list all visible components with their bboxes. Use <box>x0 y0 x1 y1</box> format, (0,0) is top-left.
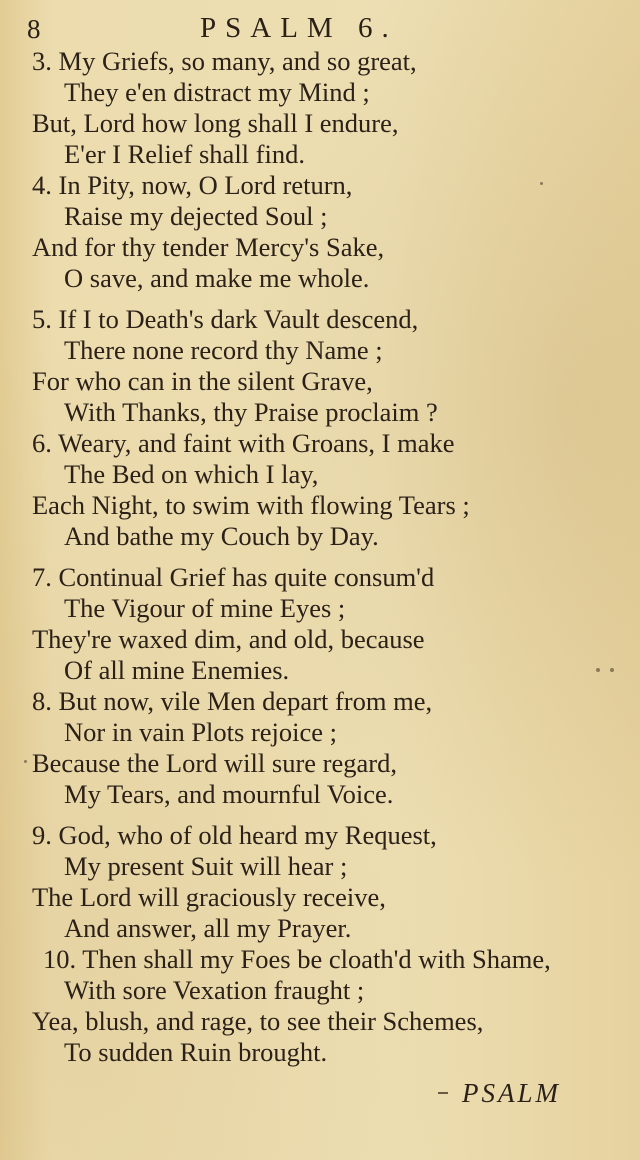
verse-line: The Lord will graciously receive, <box>32 882 386 912</box>
verse-line: Nor in vain Plots rejoice ; <box>64 717 338 747</box>
verse-line <box>0 170 640 201</box>
page-number: 8 <box>27 14 41 44</box>
stanza-9 <box>0 820 640 944</box>
verse-line <box>0 304 640 335</box>
verse-line: The Vigour of mine Eyes ; <box>64 593 346 623</box>
verse-line: E'er I Relief shall find. <box>64 139 305 169</box>
verse-line: Raise my dejected Soul ; <box>64 201 328 231</box>
verse-line: But, Lord how long shall I endure, <box>32 108 399 138</box>
verse-line: And answer, all my Prayer. <box>64 913 352 943</box>
verse-number: 7. <box>32 562 52 592</box>
verse-number: 8. <box>32 686 52 716</box>
verse-line <box>0 820 640 851</box>
verse-number: 3. <box>32 46 52 76</box>
verse-number: 9. <box>32 820 52 850</box>
stanza-5 <box>0 304 640 428</box>
ink-speck <box>24 760 27 763</box>
verse-line: Yea, blush, and rage, to see their Schemes, <box>32 1006 484 1036</box>
verse-line: My Tears, and mournful Voice. <box>64 779 394 809</box>
verse-line: Because the Lord will sure regard, <box>32 748 397 778</box>
verse-line: My present Suit will hear ; <box>64 851 348 881</box>
verse-line: Of all mine Enemies. <box>64 655 290 685</box>
verse-number: 10. <box>43 944 77 974</box>
verse-line: To sudden Ruin brought. <box>64 1037 328 1067</box>
verse-line: The Bed on which I lay, <box>64 459 319 489</box>
stanza-7 <box>0 562 640 686</box>
stanza-10 <box>0 944 640 1068</box>
verse-text: But now, vile Men depart from me, <box>58 686 433 716</box>
ink-speck <box>610 668 614 672</box>
stanza-gap <box>0 810 640 820</box>
running-head: PSALM 6. <box>200 12 398 44</box>
stanza-8 <box>0 686 640 810</box>
verse-line <box>0 46 640 77</box>
verse-text: My Griefs, so many, and so great, <box>58 46 417 76</box>
verse-line: There none record thy Name ; <box>64 335 383 365</box>
verse-number: 4. <box>32 170 52 200</box>
stanza-6 <box>0 428 640 552</box>
page-header <box>0 12 640 48</box>
verse-text: If I to Death's dark Vault descend, <box>58 304 419 334</box>
ink-speck <box>540 182 543 185</box>
verse-line: And bathe my Couch by Day. <box>64 521 379 551</box>
verse-line: With sore Vexation fraught ; <box>64 975 365 1005</box>
verse-line: O save, and make me whole. <box>64 263 370 293</box>
verse-text: Weary, and faint with Groans, I make <box>58 428 455 458</box>
catchword-dash <box>438 1092 448 1094</box>
verse-text: Then shall my Foes be cloath'd with Shame, <box>82 944 551 974</box>
verse-text: Continual Grief has quite consum'd <box>58 562 435 592</box>
verse-number: 5. <box>32 304 52 334</box>
stanza-gap <box>0 552 640 562</box>
verse-line: With Thanks, thy Praise proclaim ? <box>64 397 438 427</box>
verse-line <box>0 562 640 593</box>
verse-line <box>0 944 640 975</box>
verse-line <box>0 428 640 459</box>
verse-line <box>0 686 640 717</box>
catchword: PSALM <box>462 1078 561 1108</box>
verse-number: 6. <box>32 428 52 458</box>
verse-line: They're waxed dim, and old, because <box>32 624 425 654</box>
stanza-3 <box>0 46 640 170</box>
verse-line: And for thy tender Mercy's Sake, <box>32 232 385 262</box>
stanza-gap <box>0 294 640 304</box>
verse-text: In Pity, now, O Lord return, <box>58 170 353 200</box>
psalm-verses <box>0 46 640 1068</box>
verse-text: God, who of old heard my Request, <box>58 820 437 850</box>
verse-line: They e'en distract my Mind ; <box>64 77 370 107</box>
verse-line: For who can in the silent Grave, <box>32 366 373 396</box>
ink-speck <box>596 668 600 672</box>
stanza-4 <box>0 170 640 294</box>
verse-line: Each Night, to swim with flowing Tears ; <box>32 490 470 520</box>
